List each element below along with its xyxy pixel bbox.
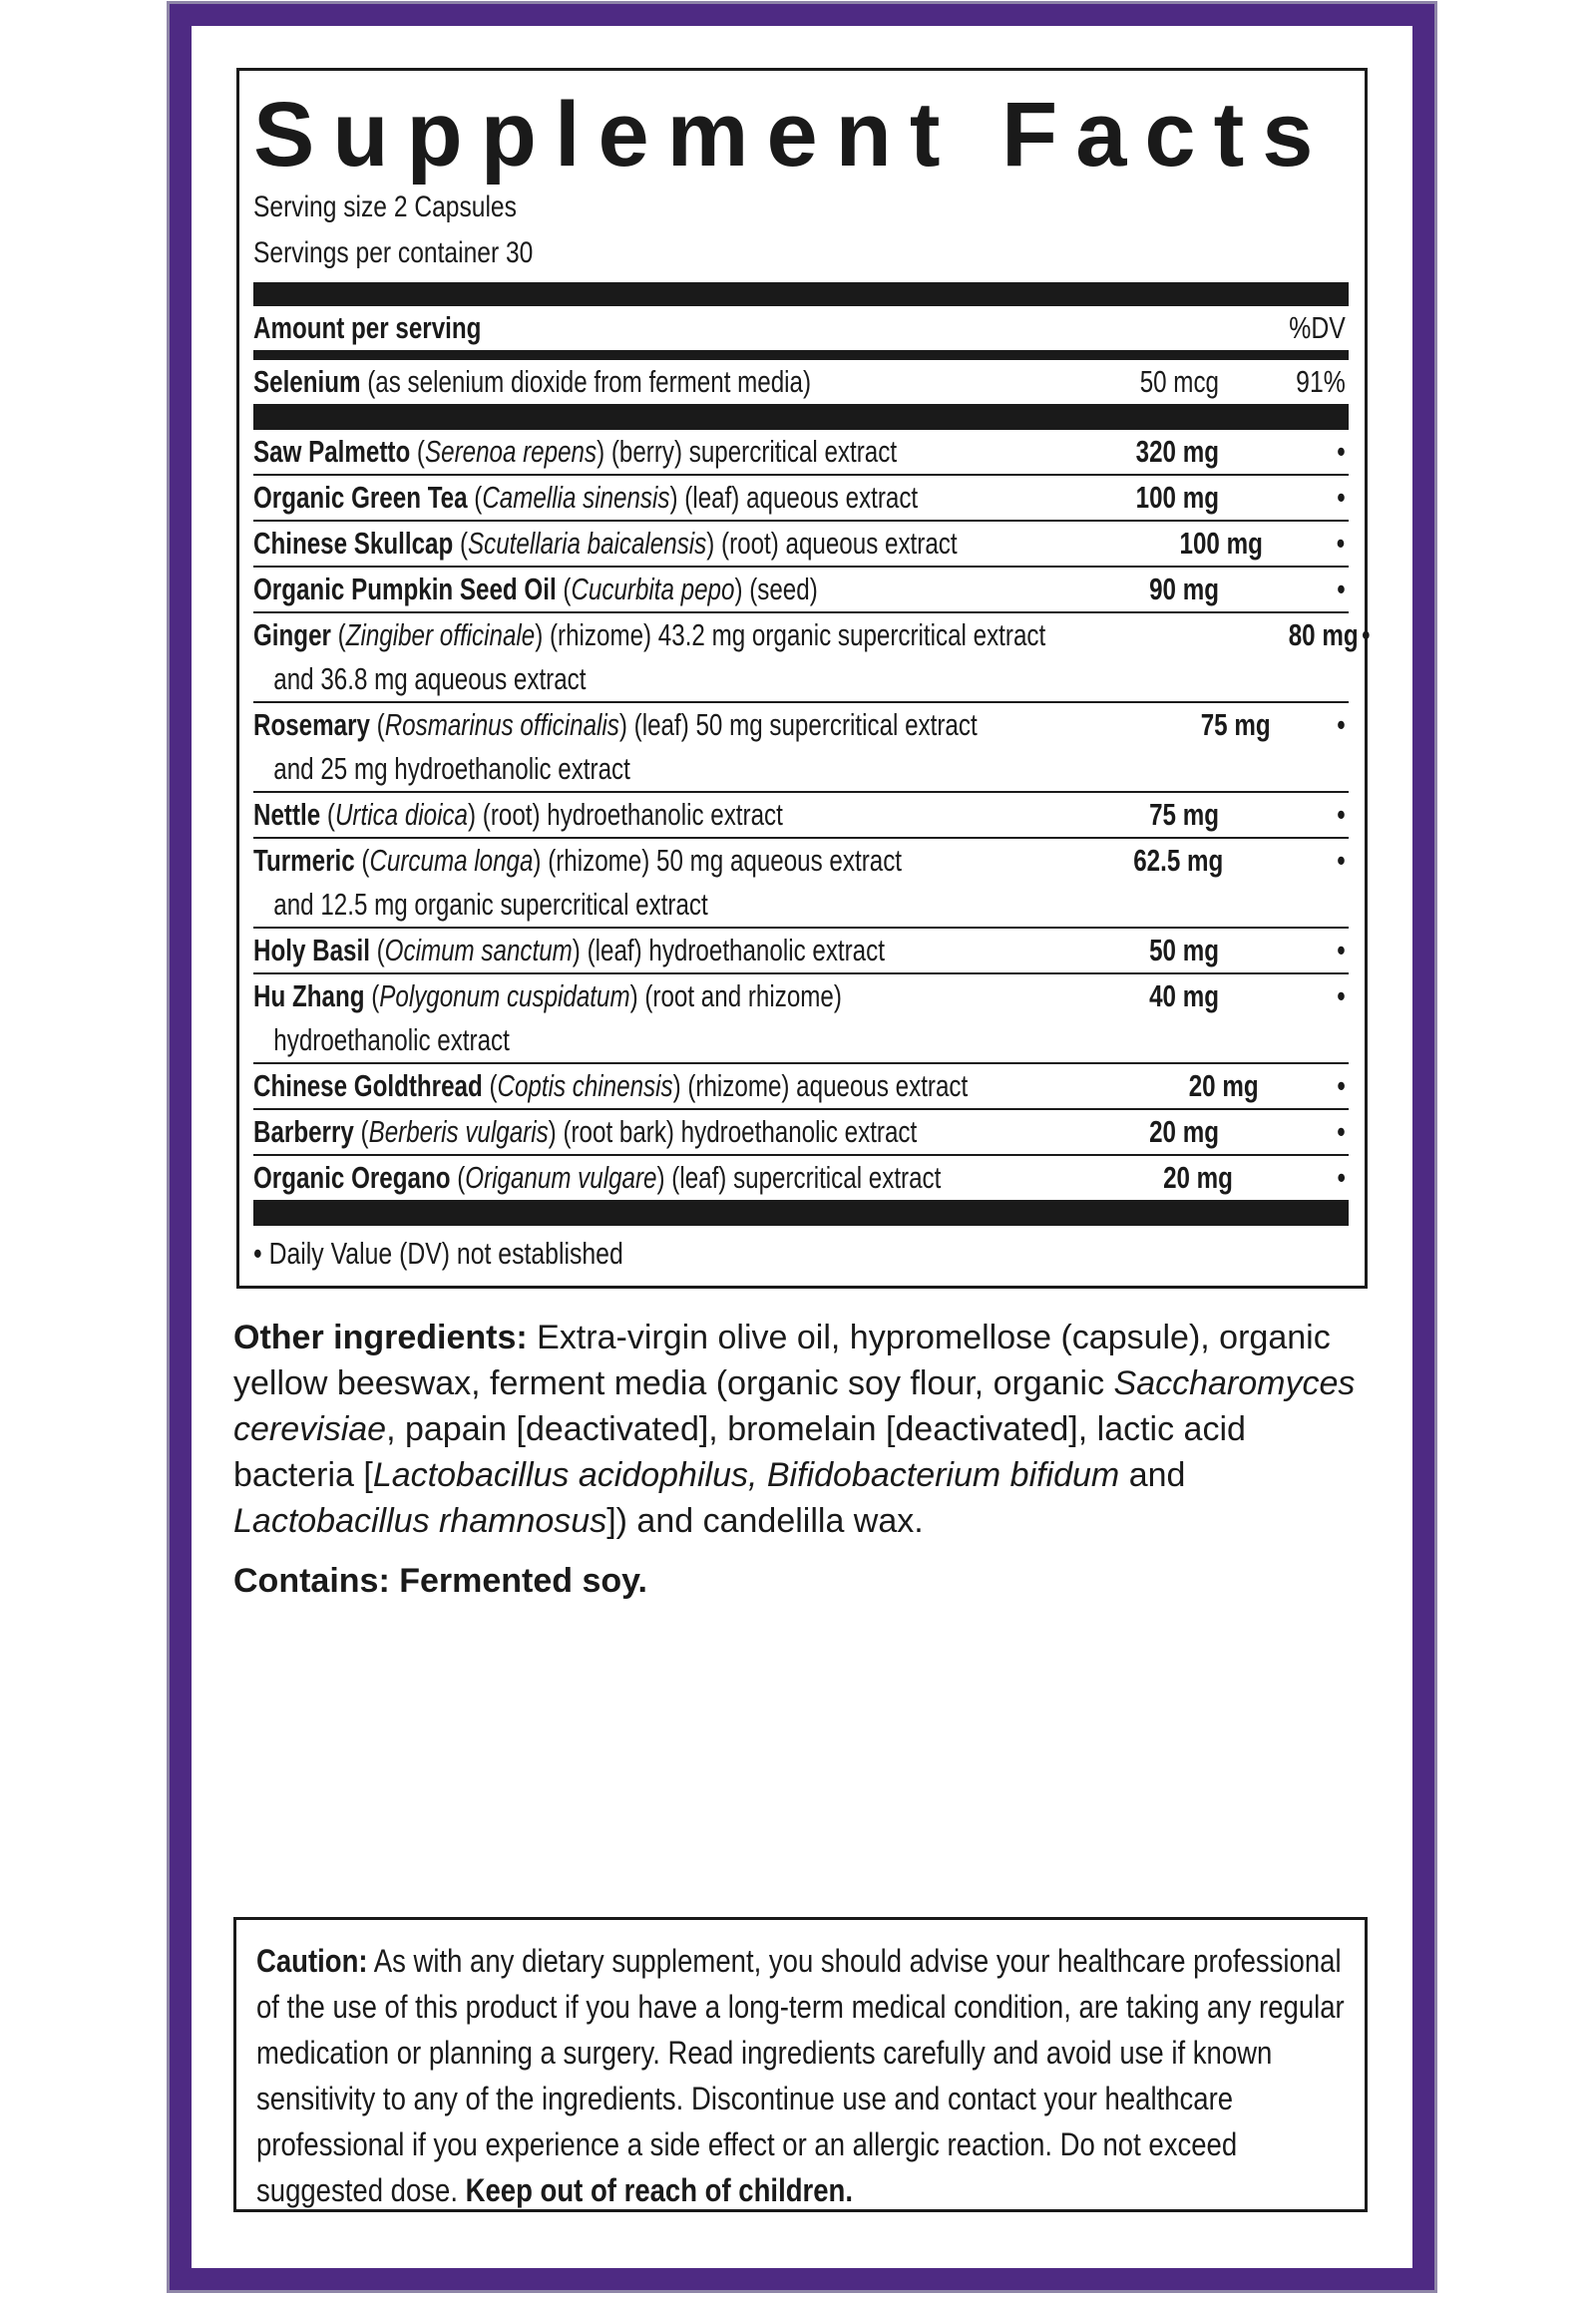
amount-per-serving-label: Amount per serving <box>253 310 482 345</box>
ingredient-list <box>253 430 1371 1200</box>
ingredient-name: Chinese Goldthread (Coptis chinensis) (rhizome) aqueous extract <box>253 1068 969 1103</box>
ingredient-row <box>253 703 1349 793</box>
other-ingredients-text: Other ingredients: Extra-virgin olive oil, hypromellose (capsule), organic yellow beeswax, ferment media (organic soy flour, organic Saccharomyces cerevisiae, papain [deactivated], bromelain [deactivated], lactic acid bacteria [Lactobacillus acidophilus, Bifidobacterium bifidum and Lactobacillus rhamnosus]) and candelilla wax. <box>233 1319 1356 1540</box>
ingredient-name: Rosemary (Rosmarinus officinalis) (leaf) 50 mg supercritical extract and 25 mg hydroethanolic extract <box>253 707 978 786</box>
dv-footnote: • Daily Value (DV) not established <box>253 1236 623 1271</box>
ingredient-name: Organic Pumpkin Seed Oil (Cucurbita pepo) (seed) <box>253 572 818 606</box>
ingredient-row <box>253 839 1349 929</box>
ingredient-amount: 62.5 mg <box>1133 843 1224 878</box>
ingredient-row <box>253 929 1349 974</box>
supplement-facts-panel <box>236 68 1371 1289</box>
caution-text: Caution: As with any dietary supplement, you should advise your healthcare professional of the use of this product if you have a long-term medical condition, are taking any regular medication or planning a surgery. Read ingredients carefully and avoid use if known sensitivity to any of the ingredients. Discontinue use and contact your healthcare professional if you experience a side effect or an allergic reaction. Do not exceed suggested dose. Keep out of reach of children. <box>256 1943 1345 2208</box>
nutrient-name: Selenium (as selenium dioxide from ferment media) <box>253 364 812 399</box>
ingredient-row <box>253 1064 1349 1110</box>
ingredient-row <box>253 522 1349 568</box>
ingredient-name: Holy Basil (Ocimum sanctum) (leaf) hydroethanolic extract <box>253 933 885 967</box>
ingredient-row <box>253 1110 1349 1156</box>
dv-header-label: %DV <box>1289 310 1346 345</box>
ingredient-dv: • <box>1337 843 1346 878</box>
nutrient-dv: 91% <box>1296 364 1346 399</box>
ingredient-row <box>253 476 1349 522</box>
ingredient-name: Turmeric (Curcuma longa) (rhizome) 50 mg aqueous extract and 12.5 mg organic supercritical extract <box>253 843 903 922</box>
ingredient-name: Hu Zhang (Polygonum cuspidatum) (root and rhizome) hydroethanolic extract <box>253 978 842 1057</box>
ingredient-dv: • <box>1337 978 1346 1013</box>
ingredient-dv: • <box>1337 526 1346 561</box>
ingredient-dv: • <box>1337 1068 1346 1103</box>
ingredient-amount: 20 mg <box>1162 1160 1233 1195</box>
ingredient-name: Nettle (Urtica dioica) (root) hydroethanolic extract <box>253 797 783 832</box>
allergen-statement: Contains: Fermented soy. <box>233 1562 647 1600</box>
divider-medium <box>253 352 1349 360</box>
ingredient-dv: • <box>1337 1114 1346 1149</box>
divider-thick <box>253 282 1349 306</box>
ingredient-dv: • <box>1337 1160 1346 1195</box>
ingredient-name: Chinese Skullcap (Scutellaria baicalensis) (root) aqueous extract <box>253 526 958 561</box>
divider-thick <box>253 404 1349 430</box>
ingredient-amount: 100 mg <box>1179 526 1263 561</box>
ingredient-row <box>253 1156 1349 1200</box>
ingredient-dv: • <box>1337 434 1346 469</box>
ingredient-amount: 75 mg <box>1149 797 1219 832</box>
ingredient-amount: 100 mg <box>1135 480 1219 515</box>
ingredient-amount: 20 mg <box>1149 1114 1219 1149</box>
ingredient-amount: 80 mg <box>1288 617 1359 652</box>
ingredient-row <box>253 613 1371 703</box>
ingredient-row <box>253 430 1349 476</box>
ingredient-amount: 20 mg <box>1188 1068 1259 1103</box>
other-ingredients-section <box>233 1315 1371 1604</box>
ingredient-name: Barberry (Berberis vulgaris) (root bark) hydroethanolic extract <box>253 1114 918 1149</box>
ingredient-row <box>253 974 1349 1064</box>
panel-title: Supplement Facts <box>253 84 1332 186</box>
ingredient-amount: 75 mg <box>1201 707 1271 742</box>
ingredient-dv: • <box>1337 933 1346 967</box>
selenium-row <box>253 360 1349 404</box>
ingredient-name: Saw Palmetto (Serenoa repens) (berry) supercritical extract <box>253 434 898 469</box>
ingredient-name: Organic Green Tea (Camellia sinensis) (leaf) aqueous extract <box>253 480 919 515</box>
ingredient-dv: • <box>1361 617 1371 652</box>
ingredient-row <box>253 793 1349 839</box>
divider-thick <box>253 1200 1349 1226</box>
ingredient-dv: • <box>1337 480 1346 515</box>
amount-header-row <box>253 306 1349 352</box>
servings-per-container: Servings per container 30 <box>253 236 534 269</box>
ingredient-dv: • <box>1337 797 1346 832</box>
ingredient-amount: 320 mg <box>1135 434 1219 469</box>
ingredient-name: Ginger (Zingiber officinale) (rhizome) 43.2 mg organic supercritical extract and 36.8 mg aqueous extract <box>253 617 1046 696</box>
ingredient-row <box>253 568 1349 613</box>
caution-box <box>233 1917 1368 2212</box>
ingredient-amount: 40 mg <box>1149 978 1219 1013</box>
serving-size: Serving size 2 Capsules <box>253 191 517 223</box>
ingredient-dv: • <box>1337 572 1346 606</box>
ingredient-name: Organic Oregano (Origanum vulgare) (leaf) supercritical extract <box>253 1160 942 1195</box>
ingredient-amount: 90 mg <box>1149 572 1219 606</box>
nutrient-amount: 50 mcg <box>1139 364 1219 399</box>
ingredient-dv: • <box>1337 707 1346 742</box>
ingredient-amount: 50 mg <box>1149 933 1219 967</box>
